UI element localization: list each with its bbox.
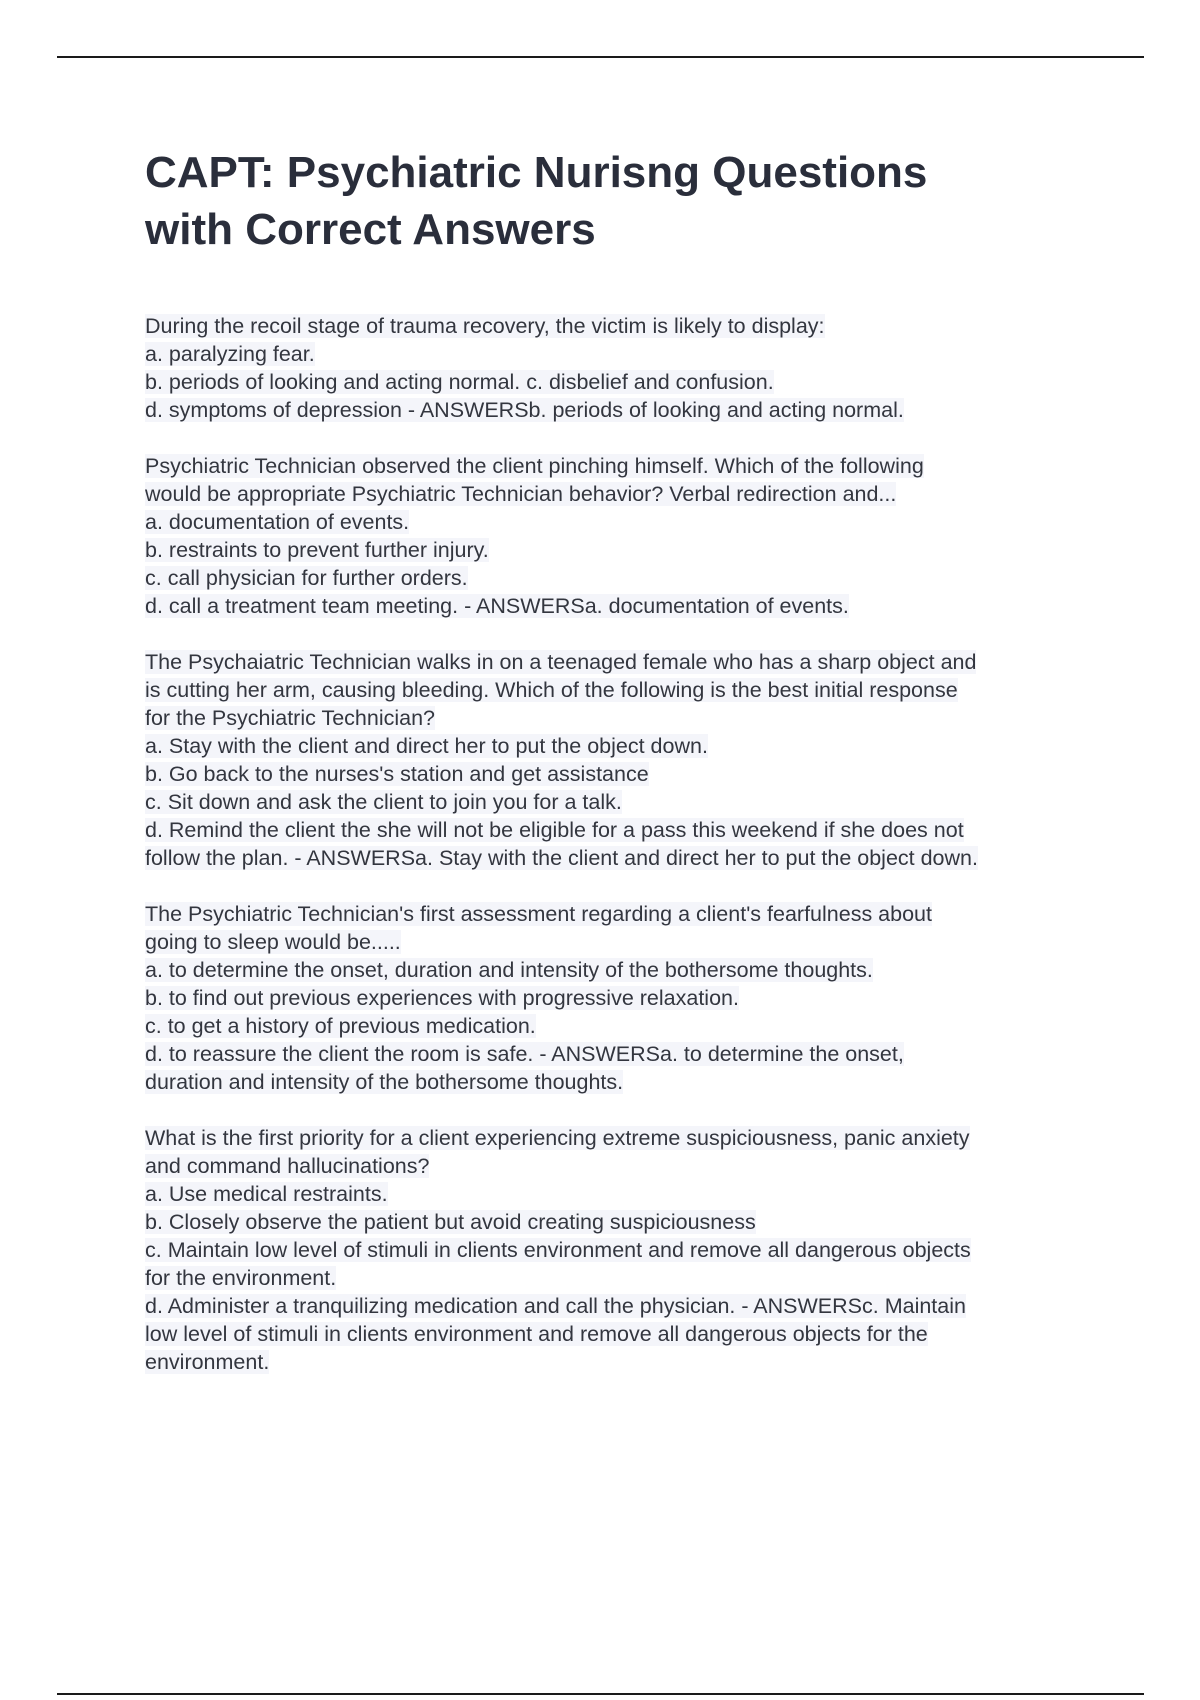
bottom-divider	[57, 1693, 1144, 1695]
answer-option: a. Use medical restraints.	[145, 1182, 388, 1206]
answer-option: b. Closely observe the patient but avoid creating suspiciousness	[145, 1210, 756, 1234]
question-text: would be appropriate Psychiatric Technician behavior? Verbal redirection and...	[145, 482, 897, 506]
answer-key: duration and intensity of the bothersome thoughts.	[145, 1070, 624, 1094]
answer-option: c. Maintain low level of stimuli in clients environment and remove all dangerous objects	[145, 1238, 971, 1262]
question-text: The Psychiatric Technician's first assessment regarding a client's fearfulness about	[145, 902, 932, 926]
answer-option-with-key: d. call a treatment team meeting. - ANSWERSa. documentation of events.	[145, 594, 849, 618]
answer-key: low level of stimuli in clients environment and remove all dangerous objects for the	[145, 1322, 928, 1346]
question-text: for the Psychiatric Technician?	[145, 706, 435, 730]
question-block	[145, 452, 1090, 620]
document-title-line: with Correct Answers	[145, 205, 596, 254]
question-text: and command hallucinations?	[145, 1154, 430, 1178]
question-text: During the recoil stage of trauma recovery, the victim is likely to display:	[145, 314, 825, 338]
question-block	[145, 900, 1090, 1096]
answer-option: c. Sit down and ask the client to join you for a talk.	[145, 790, 622, 814]
question-text: What is the first priority for a client experiencing extreme suspiciousness, panic anxiety	[145, 1126, 970, 1150]
answer-key: environment.	[145, 1350, 270, 1374]
answer-option: b. periods of looking and acting normal. c. disbelief and confusion.	[145, 370, 774, 394]
answer-option: c. to get a history of previous medication.	[145, 1014, 536, 1038]
answer-option-with-key: d. Administer a tranquilizing medication and call the physician. - ANSWERSc. Maintain	[145, 1294, 966, 1318]
answer-option: b. Go back to the nurses's station and get assistance	[145, 762, 649, 786]
question-block	[145, 312, 1090, 424]
question-block	[145, 1124, 1090, 1376]
answer-option-with-key: d. symptoms of depression - ANSWERSb. periods of looking and acting normal.	[145, 398, 904, 422]
question-text: is cutting her arm, causing bleeding. Which of the following is the best initial response	[145, 678, 958, 702]
answer-option: b. restraints to prevent further injury.	[145, 538, 489, 562]
question-text: The Psychaiatric Technician walks in on a teenaged female who has a sharp object and	[145, 650, 977, 674]
answer-option: a. documentation of events.	[145, 510, 410, 534]
question-block	[145, 648, 1090, 872]
question-text: going to sleep would be.....	[145, 930, 401, 954]
question-text: Psychiatric Technician observed the client pinching himself. Which of the following	[145, 454, 924, 478]
answer-option: d. Remind the client the she will not be eligible for a pass this weekend if she does not	[145, 818, 964, 842]
answer-option: b. to find out previous experiences with progressive relaxation.	[145, 986, 739, 1010]
answer-option: a. to determine the onset, duration and intensity of the bothersome thoughts.	[145, 958, 873, 982]
answer-option-with-key: d. to reassure the client the room is safe. - ANSWERSa. to determine the onset,	[145, 1042, 904, 1066]
answer-option: c. call physician for further orders.	[145, 566, 468, 590]
question-list	[145, 312, 1090, 1404]
document-title-line: CAPT: Psychiatric Nurisng Questions	[145, 148, 928, 197]
answer-option: a. paralyzing fear.	[145, 342, 315, 366]
answer-option: a. Stay with the client and direct her to put the object down.	[145, 734, 708, 758]
answer-option-with-key: follow the plan. - ANSWERSa. Stay with the client and direct her to put the object down.	[145, 846, 978, 870]
answer-option: for the environment.	[145, 1266, 337, 1290]
document-title	[145, 144, 1085, 258]
top-divider	[57, 56, 1144, 58]
